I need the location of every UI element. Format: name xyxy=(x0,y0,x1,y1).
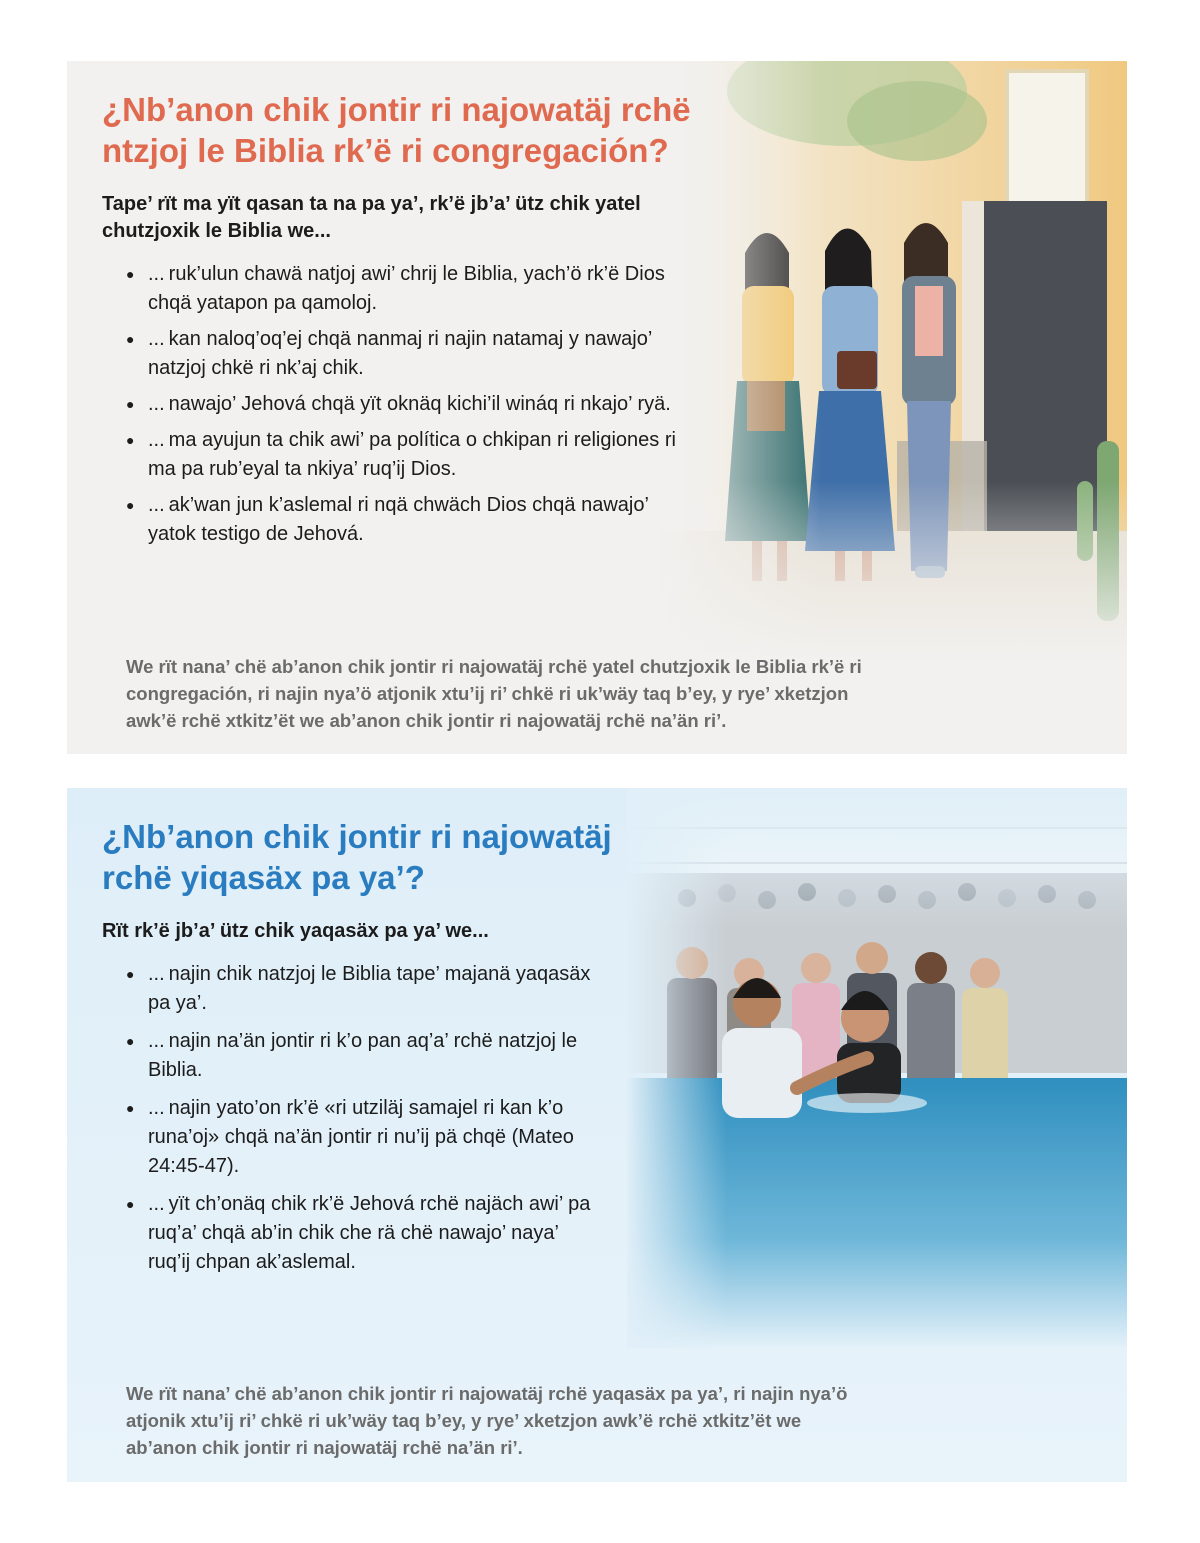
list-item xyxy=(126,390,686,419)
bullet-icon: ● xyxy=(126,396,135,412)
list-item-text: ak’wan jun k’aslemal ri nqä chwäch Dios chqä nawajo’ yatok testigo de Jehová. xyxy=(148,494,649,545)
list-ellipsis: ... xyxy=(148,494,165,516)
list-item-text: ruk’ulun chawä natjoj awi’ chrij le Biblia, yach’ö rk’ë Dios chqä yatapon pa qamoloj. xyxy=(148,263,665,314)
list-ellipsis: ... xyxy=(148,393,165,415)
list-item-text: ma ayujun ta chik awi’ pa política o chkipan ri religiones ri ma pa rub’eyal ta nkiya’ ruq’ij Dios. xyxy=(148,429,676,480)
bullet-icon: ● xyxy=(126,266,135,282)
bullet-icon: ● xyxy=(126,1033,135,1049)
list-ellipsis: ... xyxy=(148,1030,165,1052)
bullet-icon: ● xyxy=(126,497,135,513)
list-item-text: najin chik natzjoj le Biblia tape’ majanä yaqasäx pa ya’. xyxy=(148,963,591,1014)
section-baptism-requirements xyxy=(67,788,1127,1482)
bullet-icon: ● xyxy=(126,1100,135,1116)
bullet-icon: ● xyxy=(126,966,135,982)
section-title: ¿Nb’anon chik jontir ri najowatäj rchë yiqasäx pa ya’? xyxy=(102,818,612,896)
section-lead: Tape’ rït ma yït qasan ta na pa ya’, rk’ë jb’a’ ütz chik yatel chutzjoxik le Biblia we... xyxy=(102,193,641,242)
list-item-text: nawajo’ Jehová chqä yït oknäq kichi’il wináq ri nkajo’ ryä. xyxy=(168,393,671,415)
list-item xyxy=(126,960,606,1018)
section-note: We rït nana’ chë ab’anon chik jontir ri najowatäj rchë yaqasäx pa ya’, ri najin nya’ö atjonik xtu’ij ri’ chkë ri uk’wäy taq b’ey, y rye’ xketzjon awk’ë rchë xtkitz’ët we ab’anon chik jontir ri najowatäj rchë na’än ri’. xyxy=(126,1383,848,1458)
bullet-icon: ● xyxy=(126,331,135,347)
list-ellipsis: ... xyxy=(148,263,165,285)
section-preaching-requirements xyxy=(67,61,1127,754)
list-ellipsis: ... xyxy=(148,1097,165,1119)
section-title: ¿Nb’anon chik jontir ri najowatäj rchë ntzjoj le Biblia rk’ë ri congregación? xyxy=(102,91,691,169)
list-item xyxy=(126,325,686,383)
list-ellipsis: ... xyxy=(148,429,165,451)
ministry-door-illustration xyxy=(657,61,1127,661)
list-item xyxy=(126,491,686,549)
baptism-illustration xyxy=(627,788,1127,1348)
list-item xyxy=(126,1027,606,1085)
section-lead: Rït rk’ë jb’a’ ütz chik yaqasäx pa ya’ we... xyxy=(102,920,489,942)
list-ellipsis: ... xyxy=(148,1193,165,1215)
list-item-text: yït ch’onäq chik rk’ë Jehová rchë najäch awi’ pa ruq’a’ chqä ab’in chik che rä chë nawajo’ naya’ ruq’ij chpan ak’aslemal. xyxy=(148,1193,591,1273)
list-ellipsis: ... xyxy=(148,963,165,985)
list-item-text: najin yato’on rk’ë «ri utziläj samajel ri kan k’o runa’oj» chqä na’än jontir ri nu’ij pä chqë (Mateo 24:45-47). xyxy=(148,1097,574,1177)
requirements-list xyxy=(126,260,686,556)
bullet-icon: ● xyxy=(126,1196,135,1212)
list-item xyxy=(126,1094,606,1181)
section-note: We rït nana’ chë ab’anon chik jontir ri najowatäj rchë yatel chutzjoxik le Biblia rk’ë ri congregación, ri najin nya’ö atjonik xtu’ij ri’ chkë ri uk’wäy taq b’ey, y rye’ xketzjon awk’ë rchë xtkitz’ët we ab’anon chik jontir ri najowatäj rchë na’än ri’. xyxy=(126,656,862,731)
list-item xyxy=(126,1190,606,1277)
list-item xyxy=(126,426,686,484)
list-item xyxy=(126,260,686,318)
list-ellipsis: ... xyxy=(148,328,165,350)
requirements-list xyxy=(126,960,606,1286)
list-item-text: najin na’än jontir ri k’o pan aq’a’ rchë natzjoj le Biblia. xyxy=(148,1030,578,1081)
list-item-text: kan naloq’oq’ej chqä nanmaj ri najin natamaj y nawajo’ natzjoj chkë ri nk’aj chik. xyxy=(148,328,652,379)
bullet-icon: ● xyxy=(126,432,135,448)
